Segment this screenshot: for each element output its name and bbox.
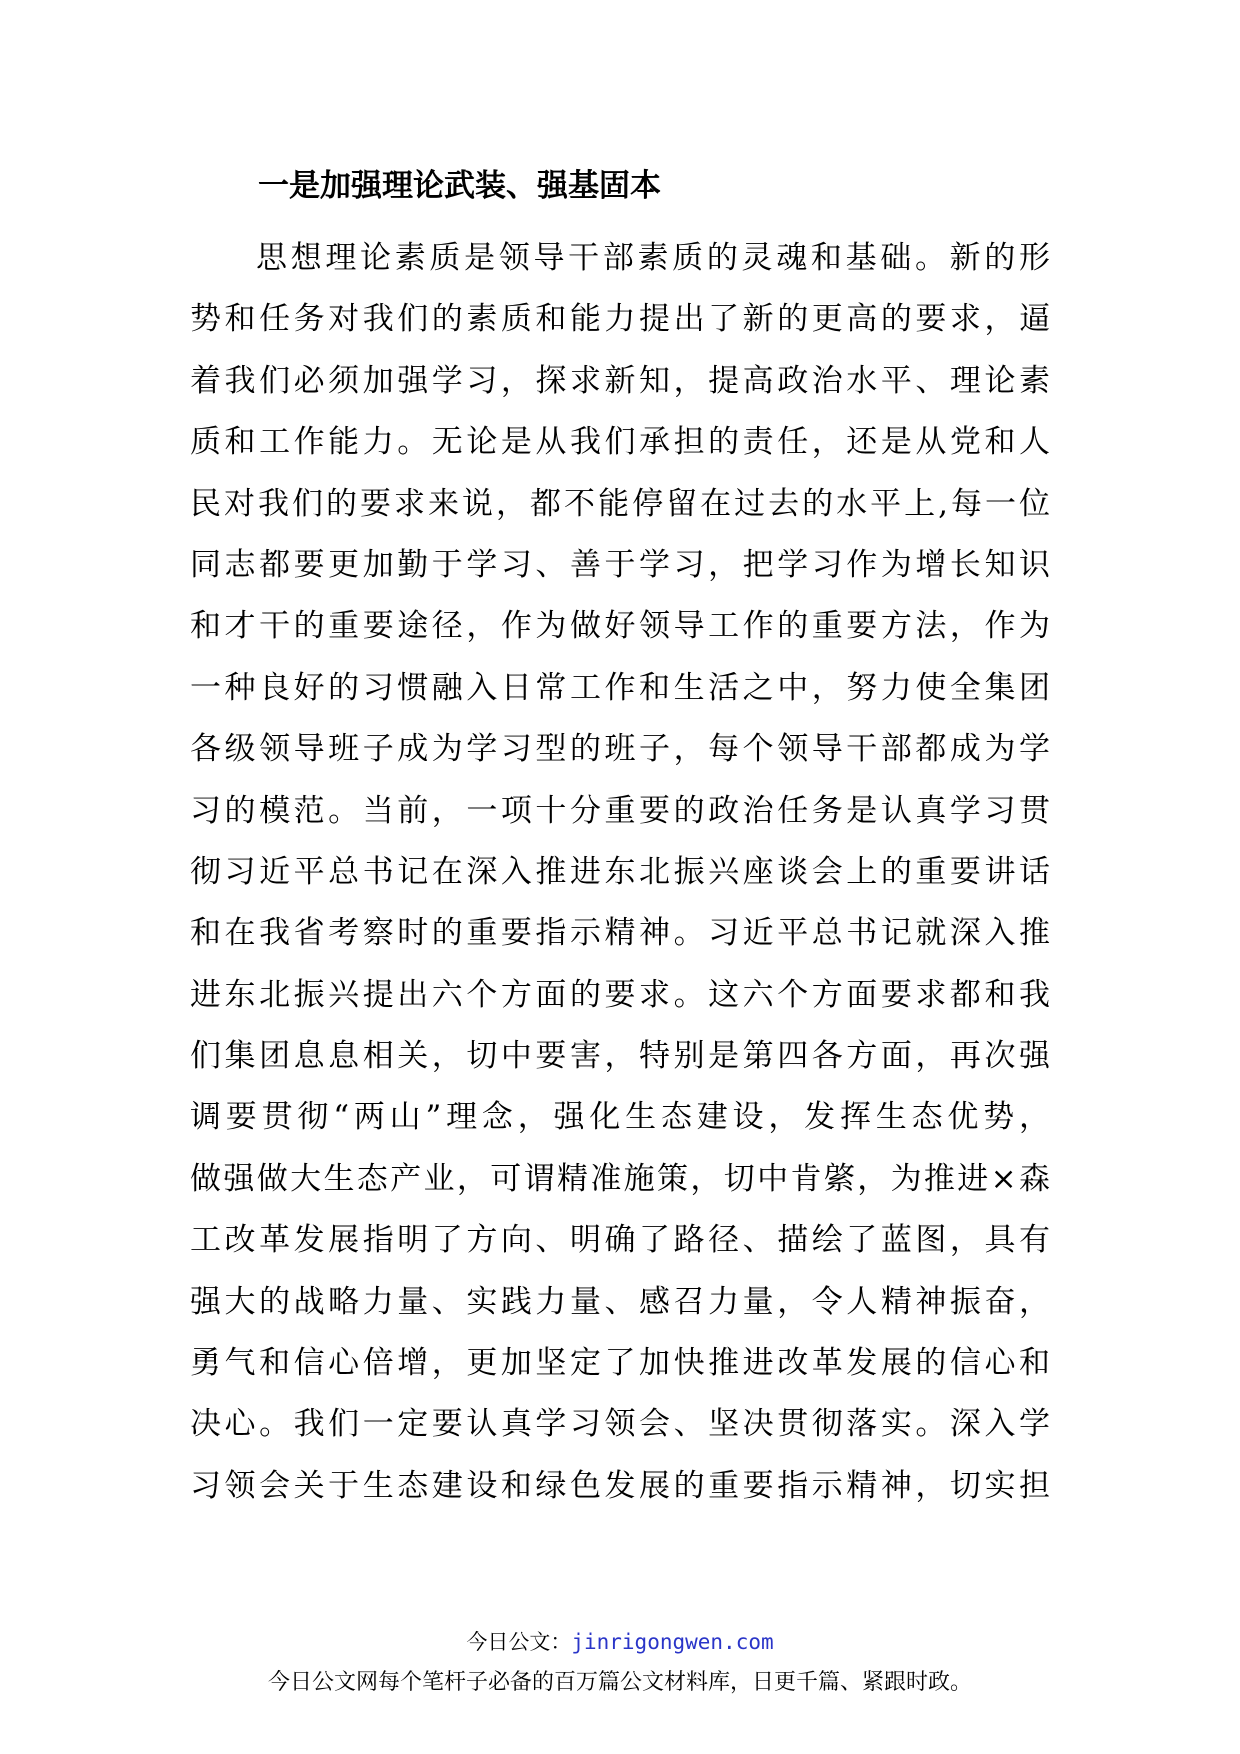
paragraph-line: 勇气和信心倍增，更加坚定了加快推进改革发展的信心和 xyxy=(190,1345,1050,1382)
paragraph-line: 习的模范。当前，一项十分重要的政治任务是认真学习贯 xyxy=(190,792,1050,829)
paragraph-line: 着我们必须加强学习，探求新知，提高政治水平、理论素 xyxy=(190,362,1050,399)
paragraph-line: 调要贯彻“两山”理念，强化生态建设，发挥生态优势， xyxy=(190,1099,1050,1136)
paragraph-line: 势和任务对我们的素质和能力提出了新的更高的要求，逼 xyxy=(190,301,1050,338)
paragraph-line: 一种良好的习惯融入日常工作和生活之中，努力使全集团 xyxy=(190,669,1050,706)
paragraph-line: 彻习近平总书记在深入推进东北振兴座谈会上的重要讲话 xyxy=(190,853,1050,890)
paragraph-line: 习领会关于生态建设和绿色发展的重要指示精神，切实担 xyxy=(190,1467,1050,1504)
footer-slogan: 今日公文网每个笔杆子必备的百万篇公文材料库，日更千篇、紧跟时政。 xyxy=(267,1670,972,1695)
paragraph-line: 工改革发展指明了方向、明确了路径、描绘了蓝图，具有 xyxy=(190,1222,1050,1259)
paragraph-line: 质和工作能力。无论是从我们承担的责任，还是从党和人 xyxy=(190,424,1050,461)
footer-site-line xyxy=(0,1626,1240,1656)
footer-site-link[interactable]: jinrigongwen.com xyxy=(571,1630,774,1654)
paragraph-line: 决心。我们一定要认真学习领会、坚决贯彻落实。深入学 xyxy=(190,1406,1050,1443)
body-paragraph xyxy=(190,228,1050,1517)
paragraph-line: 强大的战略力量、实践力量、感召力量，令人精神振奋， xyxy=(190,1283,1050,1320)
paragraph-line: 民对我们的要求来说，都不能停留在过去的水平上,每一位 xyxy=(190,485,1050,522)
footer-site-label: 今日公文： xyxy=(466,1630,572,1654)
paragraph-line: 进东北振兴提出六个方面的要求。这六个方面要求都和我 xyxy=(190,976,1050,1013)
paragraph-line: 思想理论素质是领导干部素质的灵魂和基础。新的形 xyxy=(256,240,1050,276)
paragraph-line: 同志都要更加勤于学习、善于学习，把学习作为增长知识 xyxy=(190,546,1050,583)
paragraph-line: 们集团息息相关，切中要害，特别是第四各方面，再次强 xyxy=(190,1038,1050,1075)
paragraph-line: 和才干的重要途径，作为做好领导工作的重要方法，作为 xyxy=(190,608,1050,645)
paragraph-line: 做强做大生态产业，可谓精准施策，切中肯綮，为推进×森 xyxy=(190,1160,1050,1197)
paragraph-line: 和在我省考察时的重要指示精神。习近平总书记就深入推 xyxy=(190,915,1050,952)
paragraph-line: 各级领导班子成为学习型的班子，每个领导干部都成为学 xyxy=(190,731,1050,768)
section-heading: 一是加强理论武装、强基固本 xyxy=(258,168,661,204)
